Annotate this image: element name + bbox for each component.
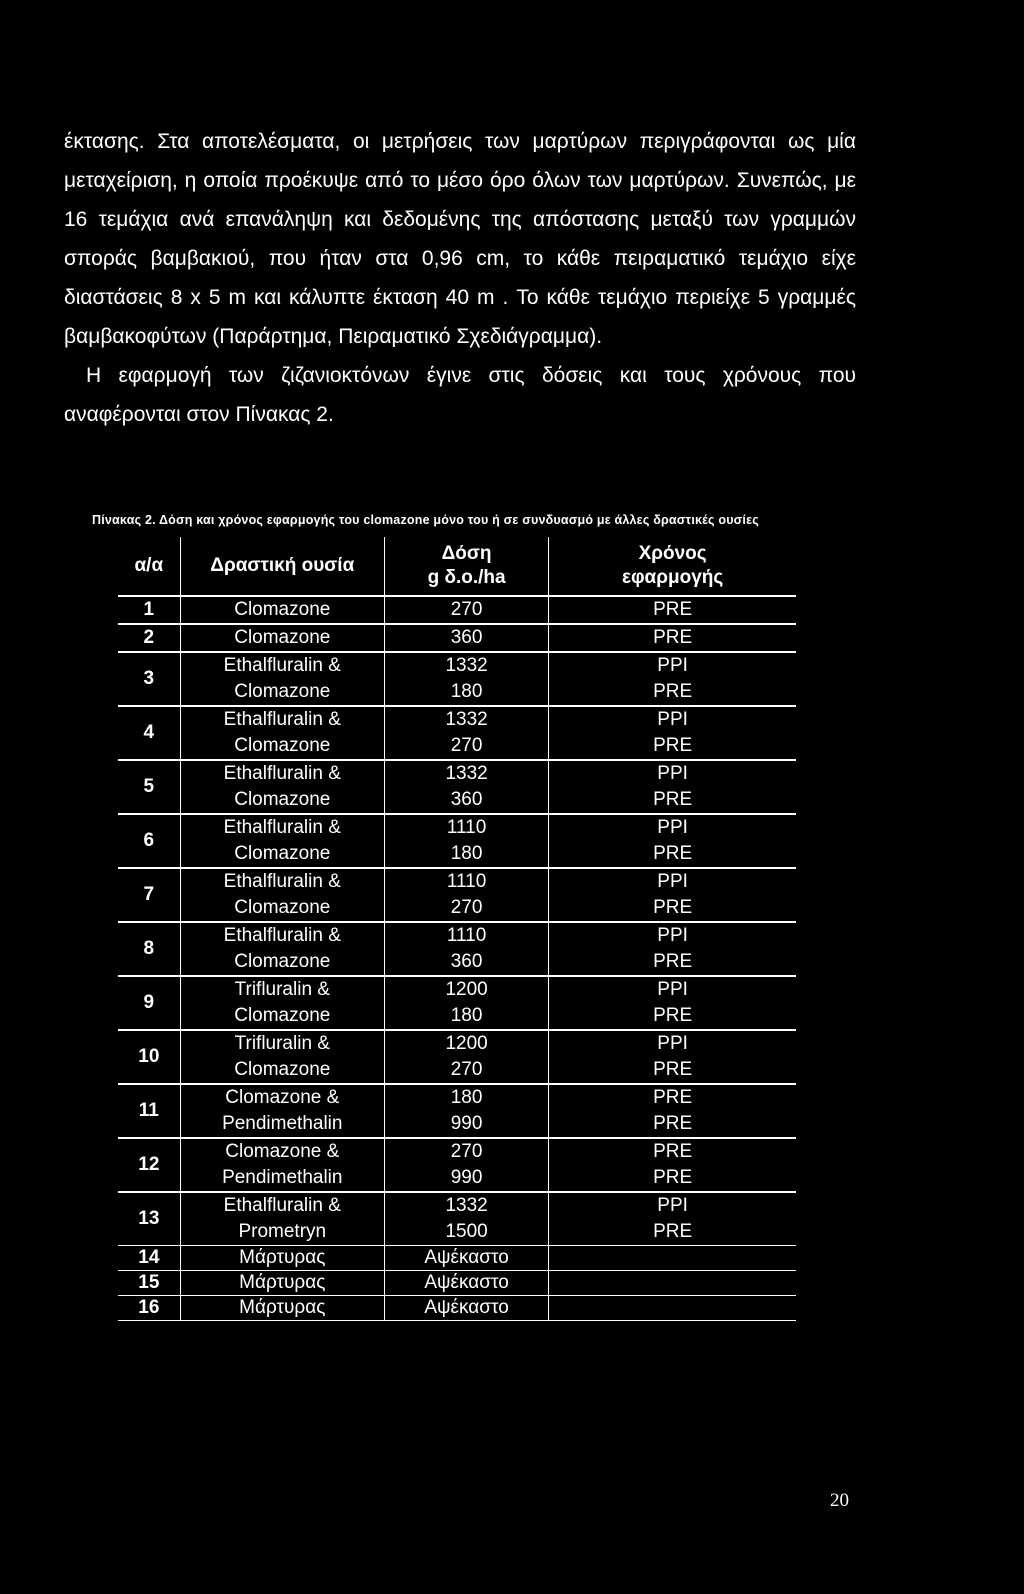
cell-dose-line: 1332 — [445, 1195, 488, 1216]
cell-time-line: PRE — [653, 1005, 693, 1026]
cell-num: 12 — [118, 1138, 180, 1192]
cell-time — [549, 922, 796, 976]
cell-num: 4 — [118, 706, 180, 760]
cell-time-line: PPI — [657, 979, 688, 1000]
cell-num: 6 — [118, 814, 180, 868]
cell-dose — [384, 814, 548, 868]
cell-dose — [384, 1246, 548, 1271]
header-dose-line-2: g δ.ο./ha — [427, 567, 506, 588]
table-row — [118, 596, 796, 624]
cell-substance-line: Clomazone — [234, 789, 331, 810]
cell-substance-line: Ethalfluralin & — [223, 1195, 341, 1216]
cell-num: 2 — [118, 624, 180, 652]
table-row — [118, 652, 796, 706]
cell-time — [549, 814, 796, 868]
cell-dose-line: 1332 — [445, 709, 488, 730]
cell-dose — [384, 1030, 548, 1084]
cell-time — [549, 868, 796, 922]
cell-dose-line: 1332 — [445, 655, 488, 676]
cell-time — [549, 1084, 796, 1138]
cell-time-line: PRE — [653, 627, 693, 648]
cell-substance — [180, 652, 384, 706]
table-row — [118, 976, 796, 1030]
table-row — [118, 814, 796, 868]
cell-time — [549, 760, 796, 814]
cell-substance-line: Clomazone & — [225, 1087, 340, 1108]
body-text — [64, 122, 856, 434]
cell-dose-line: 1110 — [446, 925, 487, 946]
cell-time — [549, 1030, 796, 1084]
cell-substance-line: Trifluralin & — [234, 979, 330, 1000]
cell-num: 15 — [118, 1271, 180, 1296]
cell-dose-line: 360 — [450, 627, 483, 648]
cell-substance-line: Clomazone — [234, 1005, 331, 1026]
cell-time — [549, 652, 796, 706]
cell-num: 11 — [118, 1084, 180, 1138]
header-substance: Δραστική ουσία — [180, 537, 384, 596]
cell-time-line: PPI — [657, 1033, 688, 1054]
cell-substance — [180, 706, 384, 760]
cell-time-line: PRE — [653, 1087, 693, 1108]
cell-time-line: PRE — [653, 897, 693, 918]
cell-time-line: PPI — [657, 1195, 688, 1216]
cell-time — [549, 1138, 796, 1192]
cell-time — [549, 1271, 796, 1296]
cell-dose-line: 270 — [450, 599, 483, 620]
cell-dose-line: 180 — [450, 1005, 483, 1026]
cell-time — [549, 976, 796, 1030]
cell-dose-line: 180 — [450, 1087, 483, 1108]
header-time-line-1: Χρόνος — [638, 543, 707, 564]
cell-time — [549, 624, 796, 652]
cell-time-line: PRE — [653, 599, 693, 620]
cell-substance-line: Pendimethalin — [222, 1113, 343, 1134]
cell-time-line: PRE — [653, 1059, 693, 1080]
cell-time-line: PPI — [657, 655, 688, 676]
cell-dose — [384, 1084, 548, 1138]
cell-dose-line: 1200 — [445, 979, 488, 1000]
table-row — [118, 1192, 796, 1246]
cell-dose — [384, 976, 548, 1030]
cell-dose — [384, 1192, 548, 1246]
cell-dose — [384, 624, 548, 652]
cell-substance-line: Ethalfluralin & — [223, 925, 341, 946]
cell-dose — [384, 652, 548, 706]
cell-dose-line: 270 — [450, 1059, 483, 1080]
table-header-row — [118, 537, 796, 596]
cell-dose-line: Αψέκαστο — [424, 1272, 509, 1293]
cell-num: 3 — [118, 652, 180, 706]
cell-time — [549, 596, 796, 624]
cell-dose-line: 270 — [450, 1141, 483, 1162]
cell-substance — [180, 624, 384, 652]
cell-dose-line: 990 — [450, 1167, 483, 1188]
cell-substance-line: Clomazone — [234, 681, 331, 702]
header-num: α/α — [118, 537, 180, 596]
paragraph-2: Η εφαρμογή των ζιζανιοκτόνων έγινε στις δόσεις και τους χρόνους που αναφέρονται στον Πίνακας 2. — [64, 364, 856, 426]
cell-time-line: PPI — [657, 709, 688, 730]
cell-dose-line: 1110 — [446, 817, 487, 838]
cell-time-line: PRE — [653, 951, 693, 972]
cell-substance-line: Clomazone — [234, 735, 331, 756]
cell-time-line: PRE — [653, 1221, 693, 1242]
table-row — [118, 1138, 796, 1192]
cell-time — [549, 1296, 796, 1321]
herbicide-dose-table — [118, 537, 796, 1321]
cell-time-line: PRE — [653, 1141, 693, 1162]
cell-substance-line: Μάρτυρας — [239, 1247, 326, 1268]
cell-substance-line: Μάρτυρας — [239, 1297, 326, 1318]
table-row — [118, 1246, 796, 1271]
table-row — [118, 1271, 796, 1296]
cell-substance-line: Clomazone — [234, 843, 331, 864]
cell-substance-line: Ethalfluralin & — [223, 709, 341, 730]
table-row — [118, 922, 796, 976]
table-caption: Πίνακας 2. Δόση και χρόνος εφαρμογής του clomazone μόνο του ή σε συνδυασμό με άλλες δραστικές ουσίες — [92, 513, 759, 527]
cell-substance — [180, 1030, 384, 1084]
cell-time-line: PPI — [657, 925, 688, 946]
cell-substance-line: Prometryn — [238, 1221, 327, 1242]
cell-dose-line: 360 — [450, 951, 483, 972]
cell-dose-line: 990 — [450, 1113, 483, 1134]
table-row — [118, 1296, 796, 1321]
paragraph-1: έκτασης. Στα αποτελέσματα, οι μετρήσεις των μαρτύρων περιγράφονται ως μία μεταχείριση, η οποία προέκυψε από το μέσο όρο όλων των μαρτύρων. Συνεπώς, με 16 τεμάχια ανά επανάληψη και δεδομένης της απόστασης μεταξύ των γραμμών σποράς βαμβακιού, που ήταν στα 0,96 cm, το κάθε πειραματικό τεμάχιο είχε διαστάσεις 8 x 5 m και κάλυπτε έκταση 40 m . Το κάθε τεμάχιο περιείχε 5 γραμμές βαμβακοφύτων (Παράρτημα, Πειραματικό Σχεδιάγραμμα). — [64, 130, 856, 348]
table-row — [118, 706, 796, 760]
cell-dose-line: Αψέκαστο — [424, 1297, 509, 1318]
cell-substance — [180, 1271, 384, 1296]
cell-time-line: PRE — [653, 681, 693, 702]
header-time-line-2: εφαρμογής — [621, 567, 724, 588]
cell-substance-line: Clomazone — [234, 1059, 331, 1080]
cell-substance-line: Clomazone — [234, 627, 331, 648]
cell-substance — [180, 1084, 384, 1138]
cell-substance-line: Ethalfluralin & — [223, 871, 341, 892]
cell-dose — [384, 1296, 548, 1321]
cell-time-line: PPI — [657, 763, 688, 784]
cell-substance — [180, 1296, 384, 1321]
cell-dose-line: 1332 — [445, 763, 488, 784]
header-dose-line-1: Δόση — [441, 543, 492, 564]
cell-substance — [180, 596, 384, 624]
table-body — [118, 596, 796, 1321]
cell-dose-line: 1200 — [445, 1033, 488, 1054]
cell-num: 9 — [118, 976, 180, 1030]
table-row — [118, 760, 796, 814]
cell-substance-line: Trifluralin & — [234, 1033, 330, 1054]
cell-substance-line: Clomazone & — [225, 1141, 340, 1162]
cell-time — [549, 706, 796, 760]
cell-substance-line: Clomazone — [234, 599, 331, 620]
table-row — [118, 1030, 796, 1084]
cell-substance — [180, 868, 384, 922]
cell-time-line: PRE — [653, 1113, 693, 1134]
header-time — [549, 537, 796, 596]
cell-dose-line: 180 — [450, 843, 483, 864]
cell-dose-line: 1110 — [446, 871, 487, 892]
cell-substance-line: Ethalfluralin & — [223, 763, 341, 784]
cell-num: 8 — [118, 922, 180, 976]
cell-dose — [384, 706, 548, 760]
cell-time-line: PPI — [657, 817, 688, 838]
cell-num: 5 — [118, 760, 180, 814]
page-number: 20 — [830, 1490, 849, 1511]
cell-dose-line: Αψέκαστο — [424, 1247, 509, 1268]
cell-substance — [180, 1246, 384, 1271]
cell-num: 16 — [118, 1296, 180, 1321]
cell-substance — [180, 976, 384, 1030]
cell-num: 7 — [118, 868, 180, 922]
cell-substance — [180, 922, 384, 976]
cell-time-line: PRE — [653, 789, 693, 810]
cell-substance-line: Pendimethalin — [222, 1167, 343, 1188]
cell-time-line: PRE — [653, 735, 693, 756]
cell-dose — [384, 868, 548, 922]
cell-num: 14 — [118, 1246, 180, 1271]
cell-dose-line: 360 — [450, 789, 483, 810]
cell-dose — [384, 760, 548, 814]
cell-substance-line: Clomazone — [234, 951, 331, 972]
table-row — [118, 624, 796, 652]
cell-dose — [384, 596, 548, 624]
cell-time-line: PRE — [653, 1167, 693, 1188]
cell-dose — [384, 1271, 548, 1296]
cell-time — [549, 1246, 796, 1271]
cell-substance-line: Μάρτυρας — [239, 1272, 326, 1293]
cell-substance-line: Ethalfluralin & — [223, 655, 341, 676]
cell-dose-line: 180 — [450, 681, 483, 702]
cell-substance — [180, 760, 384, 814]
table-row — [118, 1084, 796, 1138]
cell-num: 13 — [118, 1192, 180, 1246]
cell-dose — [384, 1138, 548, 1192]
header-dose — [384, 537, 548, 596]
cell-substance-line: Clomazone — [234, 897, 331, 918]
cell-time-line: PRE — [653, 843, 693, 864]
table-row — [118, 868, 796, 922]
cell-dose-line: 1500 — [445, 1221, 488, 1242]
cell-dose-line: 270 — [450, 897, 483, 918]
cell-time-line: PPI — [657, 871, 688, 892]
cell-substance — [180, 1138, 384, 1192]
cell-dose — [384, 922, 548, 976]
cell-num: 10 — [118, 1030, 180, 1084]
cell-time — [549, 1192, 796, 1246]
cell-substance — [180, 1192, 384, 1246]
cell-substance — [180, 814, 384, 868]
cell-dose-line: 270 — [450, 735, 483, 756]
cell-substance-line: Ethalfluralin & — [223, 817, 341, 838]
cell-num: 1 — [143, 599, 155, 620]
